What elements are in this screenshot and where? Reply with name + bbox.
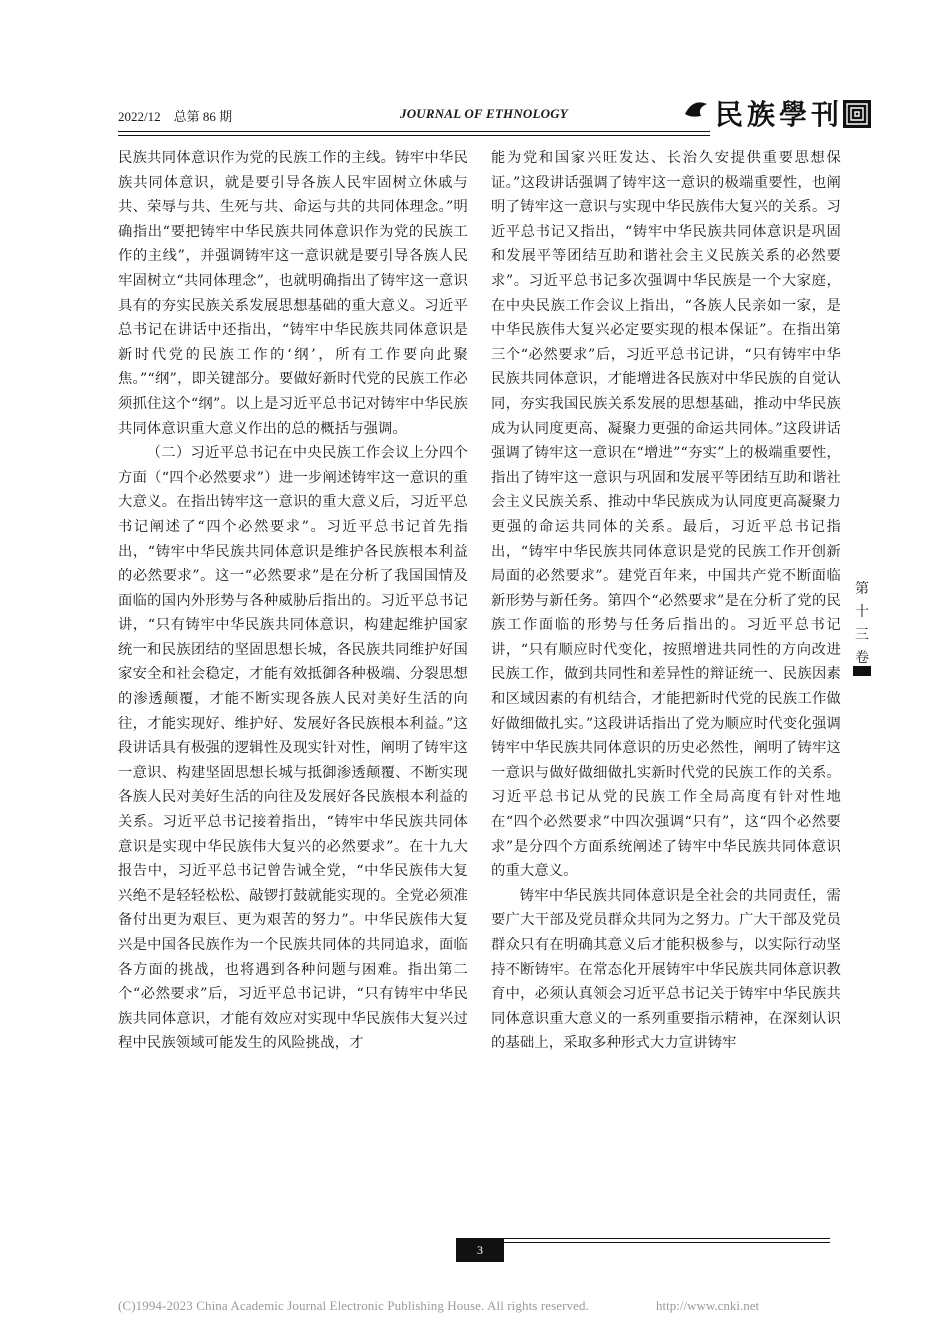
header-rule-thin (118, 135, 710, 136)
footer-rule (504, 1238, 830, 1239)
journal-logo (683, 94, 873, 134)
copyright-notice: (C)1994-2023 China Academic Journal Electronic Publishing House. All rights reserved. (118, 1298, 589, 1313)
paragraph: 能为党和国家兴旺发达、长治久安提供重要思想保证。”这段讲话强调了铸牢这一意识的极端重要性，也阐明了铸牢这一意识与实现中华民族伟大复兴的关系。习近平总书记又指出，“铸牢中华民族共同体意识是巩固和发展平等团结互助和谐社会主义民族关系的必然要求”。习近平总书记多次强调中华民族是一个大家庭，在中央民族工作会议上指出，“各族人民亲如一家，是中华民族伟大复兴必定要实现的根本保证”。在指出第三个“必然要求”后，习近平总书记讲，“只有铸牢中华民族共同体意识，才能增进各民族对中华民族的自觉认同，夯实我国民族关系发展的思想基础，推动中华民族成为认同度更高、凝聚力更强的命运共同体。”这段讲话强调了铸牢这一意识在“增进”“夯实”上的极端重要性，指出了铸牢这一意识与巩固和发展平等团结互助和谐社会主义民族关系、推动中华民族成为认同度更高凝聚力更强的命运共同体的关系。最后，习近平总书记指出，“铸牢中华民族共同体意识是党的民族工作开创新局面的必然要求”。建党百年来，中国共产党不断面临新形势与新任务。第四个“必然要求”是在分析了党的民族工作面临的形势与任务后指出的。习近平总书记讲，“只有顺应时代变化，按照增进共同性的方向改进民族工作，做到共同性和差异性的辩证统一、民族因素和区域因素的有机结合，才能把新时代党的民族工作做好做细做扎实。”这段讲话指出了党为顺应时代变化强调铸牢中华民族共同体意识的历史必然性，阐明了铸牢这一意识与做好做细做扎实新时代党的民族工作的关系。习近平总书记从党的民族工作全局高度有针对性地在“四个必然要求”中四次强调“只有”，这“四个必然要求”是分四个方面系统阐述了铸牢中华民族共同体意识的重大意义。 (491, 150, 841, 880)
issue-info: 2022/12 总第 86 期 (118, 109, 233, 124)
side-marker (853, 666, 871, 676)
paragraph: 民族共同体意识作为党的民族工作的主线。铸牢中华民族共同体意识，就是要引导各族人民牢固树立休戚与共、荣辱与共、生死与共、命运与共的共同体理念。”明确指出“要把铸牢中华民族共同体意识作为党的民族工作的主线”，并强调铸牢这一意识就是要引导各族人民牢固树立“共同体理念”，也就明确指出了铸牢这一意识具有的夯实民族关系发展思想基础的重大意义。习近平总书记在讲话中还指出，“铸牢中华民族共同体意识是新时代党的民族工作的‘纲’，所有工作要向此聚焦。”“纲”，即关键部分。要做好新时代党的民族工作必须抓住这个“纲”。以上是习近平总书记对铸牢中华民族共同体意识重大意义作出的总的概括与强调。 (118, 150, 468, 437)
left-column (118, 146, 468, 1056)
footer-rule-thin (504, 1242, 830, 1243)
logo-text: 民族學刊 (714, 98, 844, 131)
volume-side-label: 第 十 三 卷 (855, 581, 869, 666)
paragraph: （二）习近平总书记在中央民族工作会议上分四个方面（“四个必然要求”）进一步阐述铸牢这一意识的重大意义。在指出铸牢这一意识的重大意义后，习近平总书记阐述了“四个必然要求”。习近平总书记首先指出，“铸牢中华民族共同体意识是维护各民族根本利益的必然要求”。这一“必然要求”是在分析了我国国情及面临的国内外形势与各种威胁后指出的。习近平总书记讲，“只有铸牢中华民族共同体意识，构建起维护国家统一和民族团结的坚固思想长城，各民族共同维护好国家安全和社会稳定，才能有效抵御各种极端、分裂思想的渗透颠覆，才能不断实现各族人民对美好生活的向往，才能实现好、维护好、发展好各民族根本利益。”这段讲话具有极强的逻辑性及现实针对性，阐明了铸牢这一意识、构建坚固思想长城与抵御渗透颠覆、不断实现各族人民对美好生活的向往及发展好各民族根本利益的关系。习近平总书记接着指出，“铸牢中华民族共同体意识是实现中华民族伟大复兴的必然要求”。在十九大报告中，习近平总书记曾告诫全党，“中华民族伟大复兴绝不是轻轻松松、敲锣打鼓就能实现的。全党必须准备付出更为艰巨、更为艰苦的努力”。中华民族伟大复兴是中国各民族作为一个民族共同体的共同追求，面临各方面的挑战，也将遇到各种问题与困难。指出第二个“必然要求”后，习近平总书记讲，“只有铸牢中华民族共同体意识，才能有效应对实现中华民族伟大复兴过程中民族领域可能发生的风险挑战，才 (118, 445, 468, 1052)
journal-name: JOURNAL OF ETHNOLOGY (400, 106, 568, 121)
header-rule (118, 131, 710, 132)
paragraph: 铸牢中华民族共同体意识是全社会的共同责任，需要广大干部及党员群众共同为之努力。广大干部及党员群众只有在明确其意义后才能积极参与，以实际行动坚持不断铸牢。在常态化开展铸牢中华民族共同体意识教育中，必须认真领会习近平总书记关于铸牢中华民族共同体意识重大意义的一系列重要指示精神，在深刻认识的基础上，采取多种形式大力宣讲铸牢 (491, 887, 841, 1052)
source-url: http://www.cnki.net (656, 1298, 760, 1313)
running-header (118, 100, 873, 134)
ornament-icon (843, 100, 871, 128)
page-number: 3 (456, 1238, 504, 1262)
right-column (491, 146, 841, 1056)
